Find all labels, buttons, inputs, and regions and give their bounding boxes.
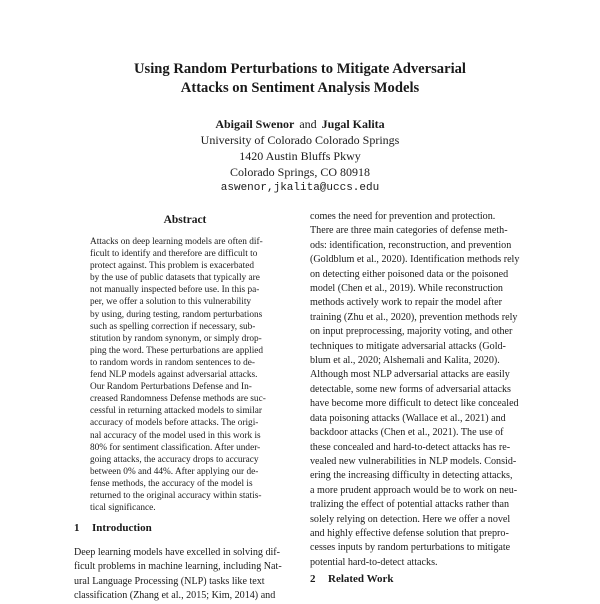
body-line: data poisoning attacks (Wallace et al., 2021) and — [310, 412, 506, 424]
body-line: There are three main categories of defense meth- — [310, 225, 508, 237]
abstract-line: such as spelling correction if necessary, sub- — [90, 321, 256, 332]
introduction-line: ural Language Processing (NLP) tasks like text — [74, 575, 265, 587]
abstract-line: ping the word. These perturbations are applied — [90, 345, 264, 356]
body-line: these concealed and hard-to-detect attacks has re- — [310, 441, 511, 453]
paper-title — [0, 60, 600, 98]
right-column-body — [310, 210, 532, 570]
author-1: Abigail Swenor — [215, 117, 295, 131]
abstract-line: between 0% and 44%. After applying our de- — [90, 466, 259, 477]
body-line: on detecting either poisoned data or the poisoned — [310, 268, 509, 280]
abstract-line: going attacks, the accuracy drops to accuracy — [90, 454, 259, 465]
introduction-line: Deep learning models have excelled in solving dif- — [74, 547, 281, 558]
introduction-line: classification (Zhang et al., 2015; Kim, 2014) and — [74, 590, 276, 602]
related-work-title: Related Work — [328, 573, 394, 585]
author-2: Jugal Kalita — [321, 117, 385, 131]
title-line-1: Using Random Perturbations to Mitigate Adversarial — [134, 61, 466, 77]
abstract-line: by using, during testing, random perturbations — [90, 309, 263, 320]
author-names — [0, 116, 600, 132]
title-line-2: Attacks on Sentiment Analysis Models — [180, 80, 420, 96]
body-line: and highly effective defense solution that prepro- — [310, 527, 509, 539]
abstract-line: fend NLP models against adversarial attacks. — [90, 370, 258, 381]
body-line: Although most NLP adversarial attacks are easily — [310, 369, 510, 381]
introduction-title: Introduction — [92, 522, 152, 534]
abstract-line: per, we offer a solution to this vulnerability — [90, 297, 252, 308]
author-block — [0, 116, 600, 196]
body-line: blum et al., 2020; Alshemali and Kalita, 2020). — [310, 355, 500, 367]
abstract-line: tical significance. — [90, 503, 156, 514]
abstract-line: ficult to identify and therefore are difficult to — [90, 249, 258, 260]
related-work-heading — [310, 573, 394, 585]
introduction-number: 1 — [74, 522, 80, 534]
body-line: potential hard-to-detect attacks. — [310, 556, 438, 568]
abstract-line: Attacks on deep learning models are often dif- — [90, 237, 263, 247]
abstract-line: fense methods, the accuracy of the model is — [90, 478, 253, 489]
introduction-body — [74, 546, 298, 604]
body-line: detectable, some new forms of adversarial attacks — [310, 383, 511, 395]
related-work-number: 2 — [310, 573, 316, 585]
abstract-heading: Abstract — [163, 214, 207, 226]
introduction-line: ficult problems in machine learning, including Nat- — [74, 561, 282, 573]
email: aswenor,jkalita@uccs.edu — [220, 182, 380, 194]
abstract-line: protect against. This problem is exacerbated — [90, 261, 255, 272]
abstract-line: cessful in returning attacked models to similar — [90, 406, 262, 417]
body-line: ering the increasing difficulty in detecting attacks, — [310, 470, 513, 482]
address-line-2: Colorado Springs, CO 80918 — [229, 165, 370, 179]
abstract-line: nal accuracy of the model used in this work is — [90, 430, 261, 441]
abstract-line: stitution by random synonym, or simply drop- — [90, 333, 262, 344]
abstract-line: to random words in random sentences to de- — [90, 357, 255, 368]
abstract-line: not manually inspected before use. In this pa- — [90, 285, 260, 296]
body-line: training (Zhu et al., 2020), prevention methods rely — [310, 311, 518, 323]
body-line: model (Chen et al., 2019). While reconstruction — [310, 283, 503, 295]
author-conjunction: and — [299, 117, 317, 131]
address-line-1: 1420 Austin Bluffs Pkwy — [239, 149, 361, 163]
body-line: tralizing the effect of potential attacks rather than — [310, 499, 510, 511]
abstract-line: 80% for sentiment classification. After under- — [90, 442, 261, 453]
body-line: comes the need for prevention and protection. — [310, 211, 496, 222]
body-line: vealed new vulnerabilities in NLP models. Consid- — [310, 455, 517, 467]
body-line: methods actively work to repair the model after — [310, 297, 502, 309]
abstract-body — [90, 236, 280, 514]
affiliation: University of Colorado Colorado Springs — [200, 133, 400, 147]
abstract-line: by the use of public datasets that typically are — [90, 273, 260, 284]
body-line: backdoor attacks (Chen et al., 2021). The use of — [310, 427, 504, 439]
body-line: (Goldblum et al., 2020). Identification methods rely — [310, 254, 520, 266]
body-line: solely relying on detection. Here we offer a novel — [310, 513, 511, 525]
body-line: cesses inputs by random perturbations to mitigate — [310, 542, 511, 554]
abstract-line: Our Random Perturbations Defense and In- — [90, 382, 252, 393]
body-line: have become more difficult to detect like concealed — [310, 398, 519, 410]
abstract-line: creased Randomness Defense methods are suc- — [90, 394, 266, 405]
body-line: ods: identification, reconstruction, and prevention — [310, 239, 512, 251]
abstract-line: returned to the original accuracy within statis- — [90, 490, 262, 501]
abstract-line: accuracy of models before attacks. The origi- — [90, 418, 259, 429]
introduction-heading — [74, 522, 152, 534]
body-line: a more prudent approach would be to work on neu- — [310, 484, 518, 496]
body-line: on input preprocessing, majority voting, and other — [310, 326, 513, 338]
body-line: techniques to mitigate adversarial attacks (Gold- — [310, 340, 506, 352]
